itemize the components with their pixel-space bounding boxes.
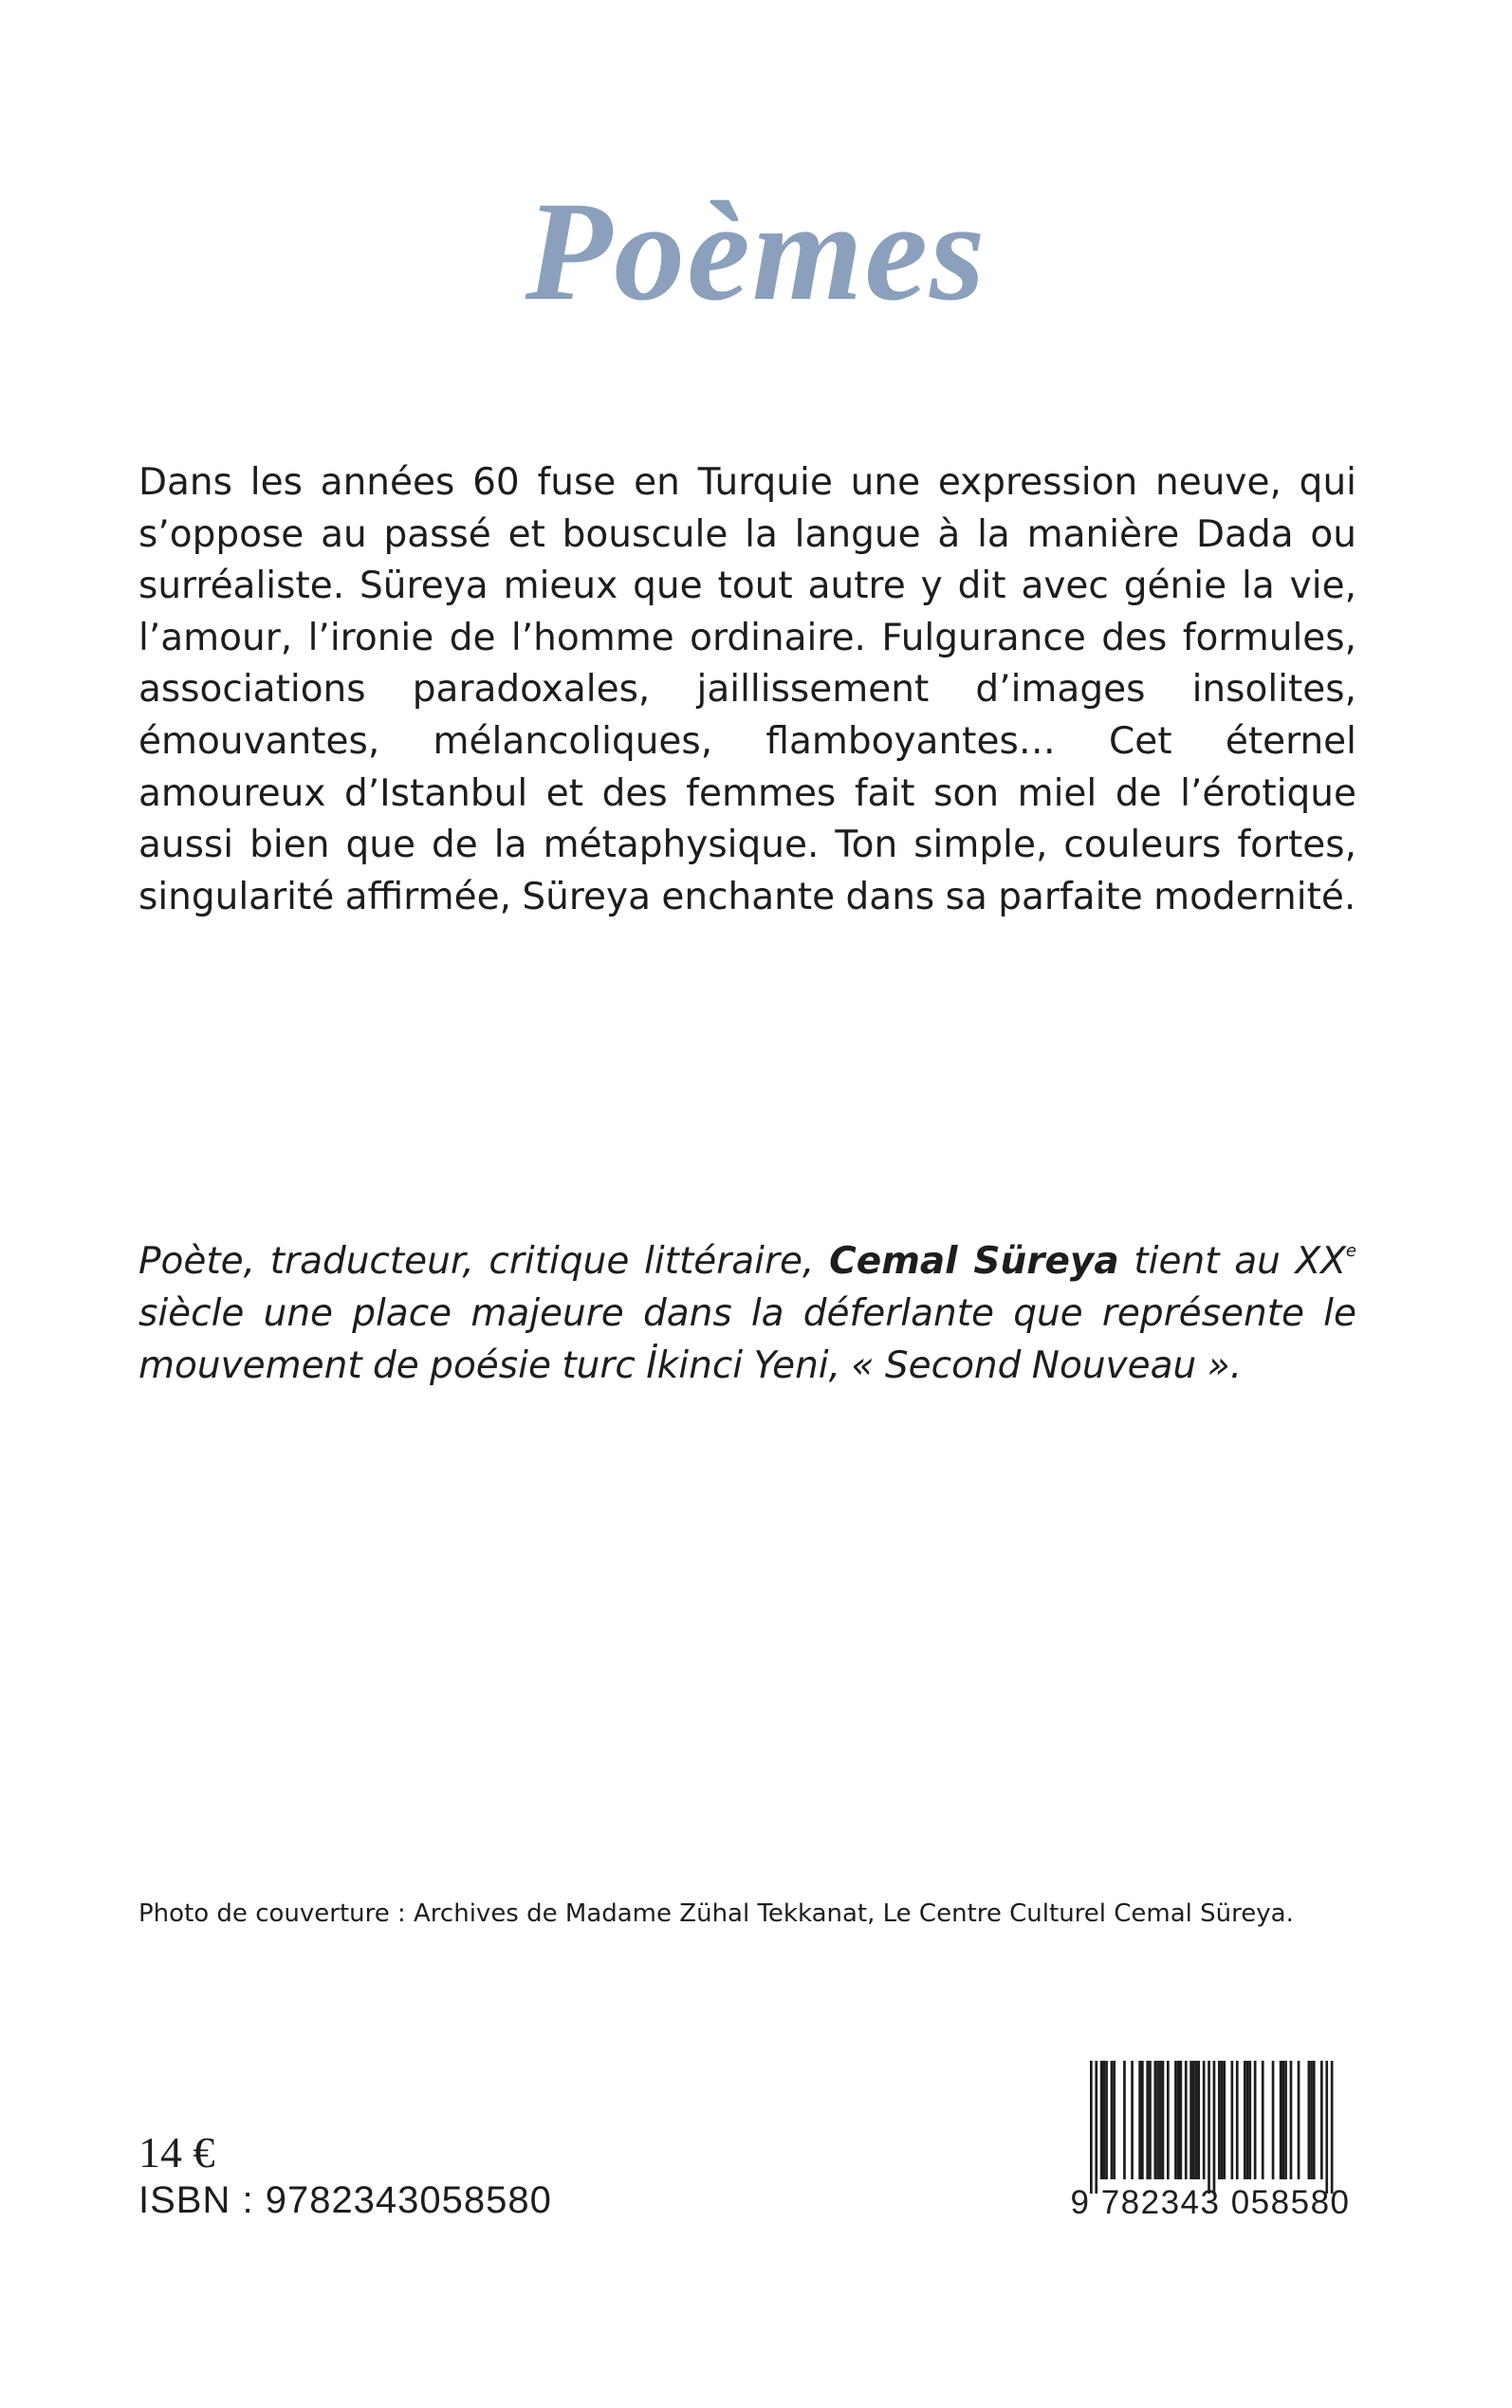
barcode-bar xyxy=(1146,2061,1149,2179)
barcode-bar xyxy=(1149,2061,1152,2179)
barcode-bar xyxy=(1111,2061,1114,2179)
barcode-bar xyxy=(1272,2061,1275,2179)
barcode-bar xyxy=(1103,2061,1106,2179)
barcode-bar xyxy=(1131,2061,1134,2179)
barcode-bar xyxy=(1313,2061,1316,2179)
barcode-bar xyxy=(1156,2061,1159,2179)
barcode-bar xyxy=(1310,2061,1313,2179)
barcode-bar xyxy=(1231,2061,1234,2179)
barcode-bar xyxy=(1246,2061,1249,2179)
barcode-bar xyxy=(1138,2061,1141,2179)
barcode-bar xyxy=(1298,2061,1300,2179)
barcode-bar xyxy=(1100,2061,1103,2179)
barcode-bar xyxy=(1213,2061,1216,2194)
barcode-bar xyxy=(1195,2061,1198,2179)
barcode-bar xyxy=(1162,2061,1165,2179)
back-cover-blurb: Dans les années 60 fuse en Turquie une expression neuve, qui s’oppose au passé et bouscule la langue à la manière Dada ou surréaliste. Süreya mieux que tout autre y dit avec génie la vie, l’amour, l’ironie de l’homme ordinaire. Fulgurance des formules, associations paradoxales, jaillissement d’images insolites, émouvantes, mélancoliques, flamboyantes… Cet éternel amoureux d’Istanbul et des femmes fait son miel de l’érotique aussi bien que de la métaphysique. Ton simple, couleurs fortes, singularité affirmée, Süreya enchante dans sa parfaite modernité. xyxy=(138,461,1356,918)
barcode-bar xyxy=(1167,2061,1170,2179)
barcode-bar xyxy=(1320,2061,1323,2179)
barcode-bar xyxy=(1203,2061,1206,2179)
barcode-bar xyxy=(1308,2061,1311,2179)
barcode-bar xyxy=(1248,2061,1251,2179)
barcode-bar xyxy=(1185,2061,1188,2179)
barcode-bar xyxy=(1105,2061,1108,2179)
barcode-bar xyxy=(1192,2061,1195,2179)
barcode-bar xyxy=(1180,2061,1183,2179)
century-superscript: e xyxy=(1345,1241,1356,1261)
isbn: ISBN : 9782343058580 xyxy=(138,2179,552,2221)
bio-intro: Poète, traducteur, critique littéraire, xyxy=(138,1240,815,1283)
barcode-bar xyxy=(1113,2061,1116,2179)
barcode-bar xyxy=(1223,2061,1226,2179)
barcode-bar xyxy=(1189,2061,1192,2179)
barcode-bar xyxy=(1177,2061,1180,2179)
barcode-bar xyxy=(1154,2061,1157,2179)
barcode-bar xyxy=(1262,2061,1264,2179)
barcode-bar xyxy=(1141,2061,1144,2179)
author-name: Cemal Süreya xyxy=(829,1240,1119,1283)
barcode-bar xyxy=(1090,2061,1093,2194)
author-bio xyxy=(138,1235,1356,1392)
photo-credit: Photo de couverture : Archives de Madame Zühal Tekkanat, Le Centre Culturel Cemal Süreya. xyxy=(138,1899,1294,1928)
barcode-bar xyxy=(1325,2061,1328,2194)
barcode-bar xyxy=(1331,2061,1334,2194)
barcode-bar xyxy=(1290,2061,1293,2179)
price: 14 € xyxy=(138,2128,215,2176)
barcode-bar xyxy=(1284,2061,1287,2179)
barcode-digits: 9 782343 058580 xyxy=(1070,2184,1351,2221)
barcode-bar xyxy=(1174,2061,1177,2179)
bio-middle: tient au XX xyxy=(1134,1240,1346,1283)
barcode-bar xyxy=(1282,2061,1285,2179)
barcode-bar xyxy=(1123,2061,1126,2179)
book-title: Poèmes xyxy=(525,173,987,330)
barcode-bar xyxy=(1254,2061,1257,2179)
barcode-bar xyxy=(1218,2061,1221,2179)
bio-end: siècle une place majeure dans la déferlante que représente le mouvement de poésie turc İkinci Yeni, « Second Nouveau ». xyxy=(138,1292,1356,1387)
barcode-bar xyxy=(1236,2061,1239,2179)
barcode-bar xyxy=(1208,2061,1210,2194)
barcode-bar xyxy=(1244,2061,1246,2179)
barcode-bar xyxy=(1159,2061,1162,2179)
barcode-bar xyxy=(1095,2061,1097,2194)
barcode-bar xyxy=(1197,2061,1200,2179)
barcode-bar xyxy=(1280,2061,1282,2179)
barcode-bar xyxy=(1221,2061,1224,2179)
